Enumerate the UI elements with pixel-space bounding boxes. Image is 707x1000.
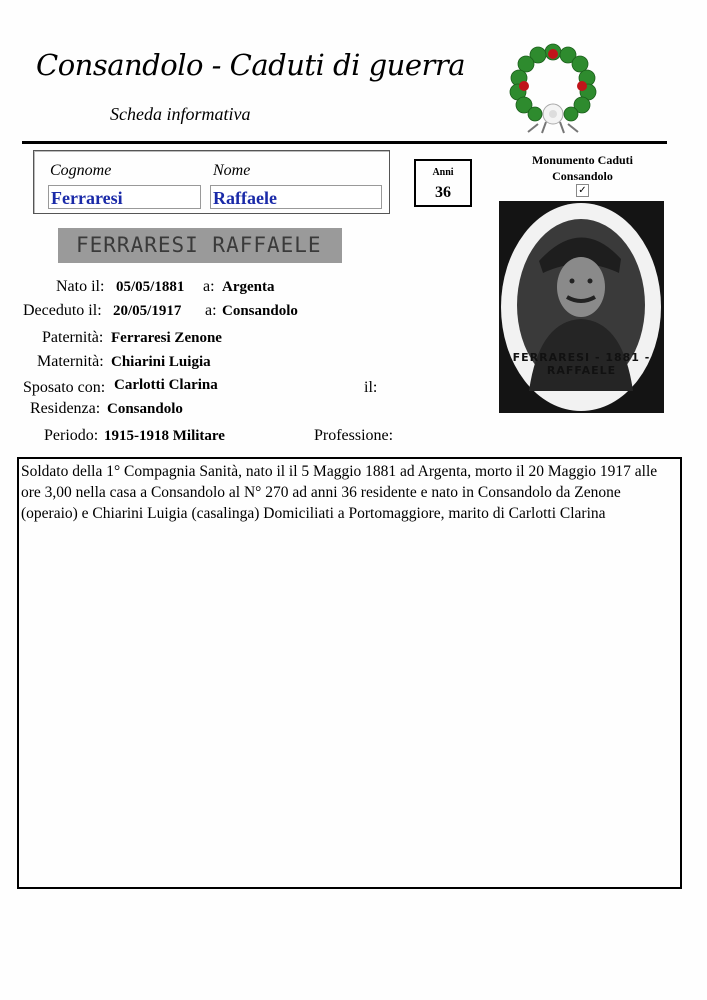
wreath-emblem <box>508 42 598 134</box>
residenza-label: Residenza: <box>30 400 101 417</box>
monument-checkbox[interactable]: ✓ <box>576 184 589 197</box>
maternita-label: Maternità: <box>37 353 104 370</box>
nato-date: 05/05/1881 <box>116 279 185 295</box>
nome-label: Nome <box>213 162 251 179</box>
portrait-image <box>499 201 664 413</box>
nome-field[interactable]: Raffaele <box>210 185 382 209</box>
age-value: 36 <box>435 184 451 201</box>
sposato-il-label: il: <box>364 379 378 396</box>
photo-inscription: FERRARESI - 1881 - RAFFAELE <box>512 351 651 377</box>
deceduto-place: Consandolo <box>222 303 298 319</box>
description-box: Soldato della 1° Compagnia Sanità, nato il il 5 Maggio 1881 ad Argenta, morto il 20 Maggio 1917 alle ore 3,00 nella casa a Consandolo al N° 270 ad anni 36 residente e nato in Consandolo da Zenone (operaio) e Chiarini Luigia (casalinga) Domiciliati a Portomaggiore, marito di Carlotti Clarina <box>17 457 682 889</box>
deceduto-label: Deceduto il: <box>23 302 102 319</box>
paternita-value: Ferraresi Zenone <box>111 330 222 346</box>
monument-label-line1: Monumento Caduti <box>531 153 633 167</box>
sposato-label: Sposato con: <box>23 379 106 396</box>
sposato-value: Carlotti Clarina <box>114 377 218 393</box>
page-subtitle: Scheda informativa <box>110 104 251 124</box>
plate-text: FERRARESI RAFFAELE <box>76 233 322 257</box>
portrait-photo <box>499 201 664 413</box>
nato-place: Argenta <box>222 279 275 295</box>
professione-label: Professione: <box>314 427 394 444</box>
cognome-field[interactable]: Ferraresi <box>48 185 201 209</box>
periodo-value: 1915-1918 Militare <box>104 428 225 444</box>
nato-label: Nato il: <box>56 278 105 295</box>
cognome-label: Cognome <box>50 162 112 179</box>
nato-a-label: a: <box>203 278 215 295</box>
residenza-value: Consandolo <box>107 401 183 417</box>
page-title: Consandolo - Caduti di guerra <box>36 48 466 82</box>
name-plate <box>58 228 342 263</box>
maternita-value: Chiarini Luigia <box>111 354 211 370</box>
periodo-label: Periodo: <box>44 427 99 444</box>
age-box <box>414 159 472 207</box>
paternita-label: Paternità: <box>42 329 104 346</box>
header-divider <box>22 141 667 144</box>
monument-label <box>515 152 650 184</box>
age-label: Anni <box>432 167 454 178</box>
deceduto-a-label: a: <box>205 302 217 319</box>
monument-label-line2: Consandolo <box>552 169 613 183</box>
deceduto-date: 20/05/1917 <box>113 303 182 319</box>
